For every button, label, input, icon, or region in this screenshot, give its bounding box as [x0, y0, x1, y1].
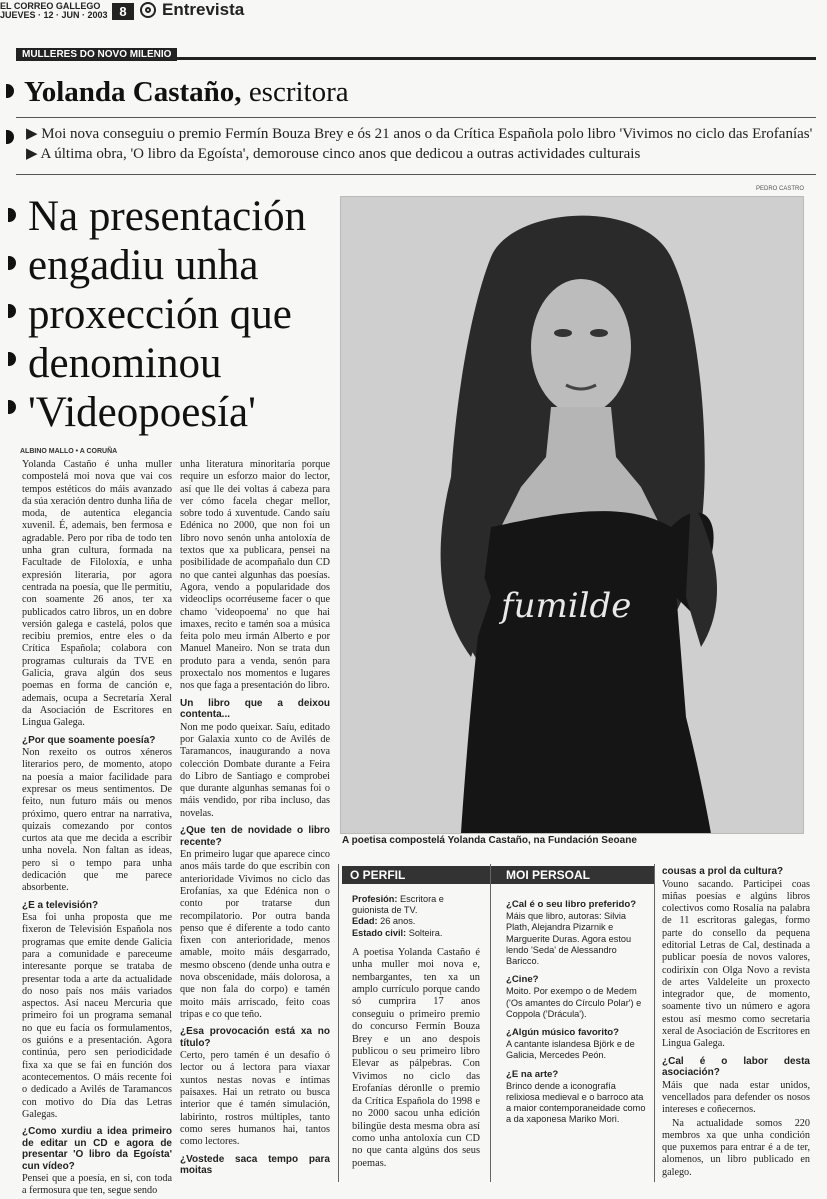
answer: Certo, pero tamén é un desafío ó lector ou á lectora para viaxar xuntos nestas novas e íntimas paisaxes. Hai un retrato ou busca interior que é tamén simulación, labirinto, rostros múltiples, tanto como seres humanos hai, tantos como lectores.: [180, 1050, 330, 1148]
perfil-header: O PERFIL: [342, 866, 498, 884]
answer: Máis que nada estar unidos, vencellados para defender os nosos intereses e coñecernos.: [662, 1079, 810, 1116]
question: ¿Por que soamente poesía?: [22, 734, 156, 746]
article-column-2: [180, 459, 330, 1178]
bullet-icon: [8, 256, 16, 270]
triangle-icon: ▶: [26, 126, 38, 142]
answer: Moito. Por exempo o de Medem ('Os amantes do Círculo Polar') e Coppola ('Drácula').: [506, 986, 642, 1019]
answer: Non rexeito os outros xéneros literarios pero, de momento, atopo na poesía a maior facilidade para expresar os meus sentimentos. De feito, nun futuro máis ou menos próximo, quero entrar na narrativa, quizais comezando por contos curtos ata que me decida a escribir unha novela. Non faltan as ideas, pero si o tempo para unha dedicación que me parece absorbente.: [22, 747, 172, 894]
answer: Non me podo queixar. Saíu, editado por Galaxia xunto co de Avilés de Taramancos, inaugurando a nova colección Dombate durante a Feira do Libro de Santiago e comprobei que durante algunhas semanas foi o máis vendido, por riba incluso, das novelas.: [180, 721, 330, 819]
civil-value: Solteira.: [408, 927, 443, 938]
question: ¿Esa provocación está xa no título?: [180, 1026, 330, 1049]
question: Un libro que a deixou contenta...: [180, 697, 330, 721]
bullet-icon: [6, 130, 14, 144]
photo-caption: A poetisa compostelá Yolanda Castaño, na Fundación Seoane: [342, 835, 637, 846]
answer: Máis que libro, autoras: Silvia Plath, Alejandra Pizarnik e Marguerite Duras. Agora estou lendo 'Seda' de Alessandro Baricco.: [506, 911, 632, 967]
answer: Esa foi unha proposta que me fixeron de Televisión Española nos programas que emite dende Galicia para a comunidade e pareceume interesante porque se trataba de presentar toda a arte da actualidade do noso país nos máis variados aspectos. Así naceu Mercuria que primeiro foi un programa semanal no que eu facía os formulamentos, os guións e a presentación. Agora continúa, pero sen periodicidade fixa xa que se fai en función dos acontecementos. O máis recente foi o dedicado a Avilés de Taramancos con motivo do Día das Letras Galegas.: [22, 912, 172, 1120]
paragraph: unha literatura minoritaria porque require un esforzo maior do lector, así que lle dei voltas á cabeza para ver cómo facela chegar mellor, sobre todo á xuventude. Cando saíu Edénica no 2000, que non foi un libro novo senón unha antoloxía de textos que xa publicara, pensei na posibilidade de acompañalo dun CD no que cantei algunhas das poesías. Agora, vendo a popularidade dos videoclips ocorréuseme facer o que chamo 'videopoema' no que hai imaxes, recito e tamén soa a música feita polo meu irmán Alberto e por Manuel Maneiro. Non se trata dun produto para a venda, senón para proxectalo nos momentos e lugares nos que faga a presentación do libro.: [180, 459, 330, 692]
answer: Pensei que a poesía, en si, con toda a fermosura que ten, segue sendo: [22, 1173, 172, 1197]
headline-role: escritora: [248, 76, 349, 108]
title-line: proxección que: [28, 291, 292, 338]
title-line: engadiu unha: [28, 242, 259, 289]
bullet-icon: [6, 84, 14, 98]
perfil-box: [352, 894, 480, 1170]
portrait-illustration: [341, 197, 803, 833]
answer: A cantante islandesa Björk e de Galicia, Mercedes Peón.: [506, 1039, 635, 1061]
age-label: Edad:: [352, 916, 378, 927]
answer: Brinco dende a iconografía relixiosa medieval e o barroco ata a maior contemporaneidade como a da xaponesa Mariko Mori.: [506, 1080, 646, 1125]
triangle-icon: ▶: [26, 146, 38, 162]
divider: [654, 864, 655, 1182]
deck-part-1: Moi nova conseguiu o premio Fermín Bouza Brey e ós 21 anos o da Crítica Española polo libro 'Vivimos no ciclo das Erofanías': [41, 126, 813, 142]
question: cousas a prol da cultura?: [662, 866, 784, 877]
article-title: [28, 192, 328, 437]
bullet-icon: [8, 352, 16, 366]
perfil-body: A poetisa Yolanda Castaño é unha muller moi nova e, nembargantes, ten xa un amplo currículo porque cando só cumprira 17 anos conseguiu o primeiro premio do concurso Fermín Bouza Brey e un ano despois publicou o seu primeiro libro Elevar as pálpebras. Con Vivimos no ciclo das Erofanías déronlle o premio da Crítica Española do 1998 e no 2000 sacou unha edición bilingüe desta mesma obra así como unha antoloxía cun CD no que canta algúns dos seus poemas.: [352, 946, 480, 1169]
byline: ALBINO MALLO • A CORUÑA: [20, 448, 118, 455]
title-line: Na presentación: [28, 193, 307, 240]
bullet-icon: [8, 208, 16, 222]
profession-value: Escritora e guionista de TV.: [352, 894, 444, 916]
question: ¿Cal é o seu libro preferido?: [506, 899, 637, 910]
shirt-text: fumilde: [501, 586, 632, 626]
article-column-1: [22, 459, 172, 1199]
series-label: MULLERES DO NOVO MILENIO: [16, 48, 177, 61]
question: ¿Cine?: [506, 974, 539, 986]
divider: [490, 864, 491, 1182]
persoal-box: [506, 892, 646, 1126]
bullet-icon: [8, 400, 16, 414]
headline-name: Yolanda Castaño,: [24, 76, 242, 108]
answer: Vouno sacando. Participei coas miñas poesías e algúns libros colectivos como Rosalía na palabra de 11 escritoras galegas, formo parte do consello da pequena editorial Letras de Cal, destinada a publicar poesía de novos valores, codirixín con Olga Novo a revista de artes Valdeleite un proxecto integrador que, de momento, soamente tivo un número e agora estou así mesmo como secretaria xeral de Asociación de Escritores en Lingua Galega.: [662, 878, 810, 1050]
answer: Na actualidade somos 220 membros xa que unha condición que puxemos para entrar é a de ter, alomenos, un libro publicado en galego.: [662, 1117, 810, 1178]
age-value: 26 anos.: [380, 916, 416, 927]
divider: [338, 864, 339, 1182]
bullet-icon: [8, 304, 16, 318]
intro-paragraph: Yolanda Castaño é unha muller compostelá moi nova que vai cos tempos estéticos do máis avanzado da súa xeración dentro dunha liña de moda, de autentica elegancia xuvenil. É, ademais, ben fermosa e agradable. Pero por riba de todo ten unha gran cultura, formada na Facultade de Filoloxía, e unha expresión literaria, por agora centrada na poesía, que lle permitiu, con soamente 26 anos, ter xa publicados catro libros, un en dobre versión galega e castelá, polos que recibiu premios, entre eles o da Crítica Española; colabora con programas culturais da TVE en Galicia, grava algún dos seus poemas en forma de canción e, ademais, ocupa a Secretaría Xeral da Asociación de Escritores en Lingua Galega.: [22, 459, 172, 729]
deck-rule: [16, 174, 816, 175]
paper-name: EL CORREO GALLEGO: [0, 1, 101, 11]
issue-date: JUEVES · 12 · JUN · 2003: [0, 10, 108, 20]
question: ¿Algún músico favorito?: [506, 1027, 619, 1039]
portrait-photo: [340, 196, 804, 834]
answer: En primeiro lugar que aparece cinco anos máis tarde do que escribín con anterioridade Vivimos no ciclo das Erofanías, xa que Edénica non o conto por tratarse dun recompilatorio. Por outra banda penso que é diferente a todo canto fixen con anterioridade, menos amable, moito máis desgarrado, mesmo obsceno (dende unha outra e nova obscenidade, máis dolorosa, a que non fala do corpo) e tamén moito máis arriscado, feito coas tripas e co que teño.: [180, 849, 330, 1020]
question: ¿Vostede saca tempo para moitas: [180, 1153, 330, 1177]
persoal-header: MOI PERSOAL: [498, 866, 654, 884]
title-line: 'Videopoesía': [28, 389, 256, 436]
deck: [26, 124, 816, 164]
headline: [24, 76, 349, 109]
question: ¿Que ten de novidade o libro recente?: [180, 825, 330, 848]
section-title: Entrevista: [162, 0, 245, 19]
deck-part-2: A última obra, 'O libro da Egoísta', demorouse cinco anos que dedicou a outras actividades culturais: [40, 146, 641, 162]
question: ¿Cal é o labor desta asociación?: [662, 1055, 810, 1079]
page-number: 8: [112, 3, 134, 20]
question: ¿Como xurdiu a idea primeiro de editar un CD e agora de presentar 'O libro da Egoísta' cun vídeo?: [22, 1126, 172, 1172]
article-column-5: [662, 866, 810, 1180]
headline-rule: [16, 117, 816, 118]
photo-credit: PEDRO CASTRO: [756, 186, 805, 192]
masthead: [0, 2, 108, 20]
title-line: denominou: [28, 340, 222, 387]
question: ¿E na arte?: [506, 1068, 559, 1080]
section-target-icon: [140, 2, 156, 18]
profession-label: Profesión:: [352, 894, 398, 904]
question: ¿E a televisión?: [22, 899, 99, 911]
civil-label: Estado civil:: [352, 927, 407, 938]
